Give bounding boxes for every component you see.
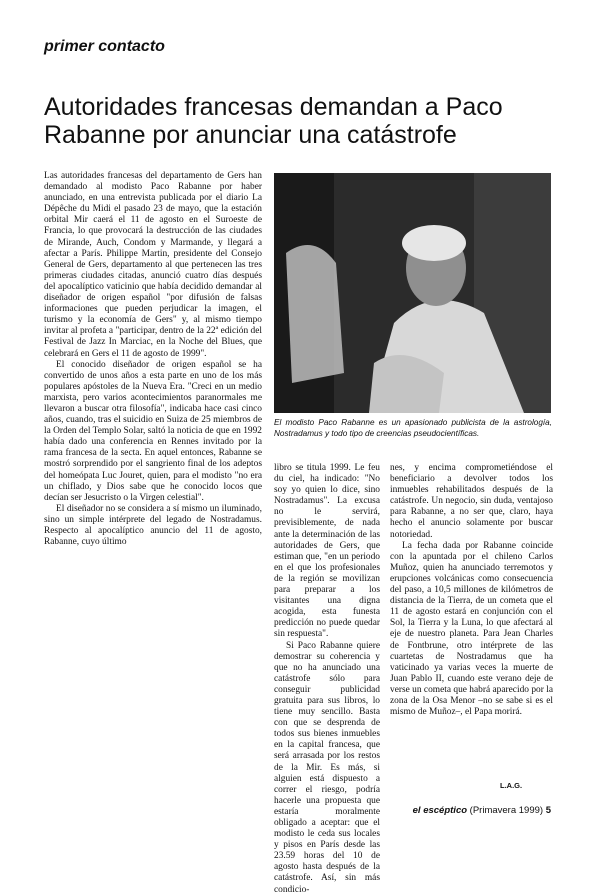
issue-label: (Primavera 1999) [469,805,544,816]
photo-illustration [274,173,551,413]
article-column-1 [44,171,262,548]
article-paragraph: nes, y encima comprometiéndose el beneficiario a devolver todos los inmuebles rehabilitados después de la catástrofe. Un negocio, sin duda, ventajoso para Rabanne, a no ser que, claro, haya hecho el anuncio solamente por buscar notoriedad. [390,463,553,540]
article-paragraph: Si Paco Rabanne quiere demostrar su coherencia y que no ha anunciado una catástrofe sólo para conseguir publicidad gratuita para sus libros, lo tiene muy sencillo. Basta con que se desprenda de todos sus bienes inmuebles en la capital francesa, que será arrasada por los restos de la Mir. Es más, si alguien está dispuesto a correr el riesgo, podría hacerle una propuesta que estaría moralmente obligado a aceptar: que el modisto le ceda sus locales y pisos en París desde las 23.59 horas del 10 de agosto hasta después de la catástrofe. Así, sin más condicio- [274,640,380,895]
article-column-3 [390,463,553,718]
magazine-name: el escéptico [412,805,468,816]
article-paragraph: El conocido diseñador de origen español se ha convertido de unos años a esta parte en uno de los más populares apóstoles de la Nueva Era. "Creci en un medio marxista, pero varios acontecimientos paranormales me llevaron a buscar otra filosofía", indicaba hace casi cinco años, cuando, tras el suicidio en Suiza de 25 miembros de la Orden del Templo Solar, saltó la noticia de que en 1992 había dado una conferencia en Rennes invitado por la rama francesa de la secta. En aquel entonces, Rabanne se mostró sorprendido por el sangriento final de los adeptos del homeópata Luc Jouret, quien, para el modisto "no era un chiflado, y Dios sabe que he conocido locos que decían ser Jesucristo o la Virgen celestial". [44,359,262,503]
section-label: primer contacto [44,38,165,55]
page-number: 5 [545,805,551,816]
article-paragraph: libro se titula 1999. Le feu du ciel, ha indicado: "No soy yo quien lo dice, sino Nostradamus". La excusa no le servirá, previsiblemente, de nada ante la determinación de las autoridades de Gers, que estiman que, "en un periodo en el que los profesionales de la región se movilizan para preparar a los visitantes una digna acogida, esta funesta predicción no puede quedar sin respuesta". [274,463,380,640]
page-footer [413,805,551,816]
photo-caption: El modisto Paco Rabanne es un apasionado publicista de la astrología, Nostradamus y todo tipo de creencias pseudocientíficas. [274,418,552,438]
author-signature: L.A.G. [500,781,523,790]
article-paragraph: La fecha dada por Rabanne coincide con la apuntada por el chileno Carlos Muñoz, quien ha anunciado terremotos y erupciones volcánicas como consecuencia del paso, a 10,5 millones de kilómetros de distancia de la Tierra, de un cometa que el 11 de agosto estará en conjunción con el Sol, la Tierra y la Luna, lo que afectará al eje de nuestro planeta. Para Jean Charles de Fontbrune, otro intérprete de las cuartetas de Nostradamus que ha vaticinado ya varias veces la muerte de Juan Pablo II, cuando este verano deje de verse un cometa que habrá aparecido por la zona de la Osa Menor –no se sabe si es el mismo de Muñoz–, el Papa morirá. [390,540,553,718]
article-paragraph: El diseñador no se considera a sí mismo un iluminado, sino un simple intérprete del legado de Nostradamus. Respecto al apocalíptico anuncio del 11 de agosto, Rabanne, cuyo último [44,503,262,548]
article-paragraph: Las autoridades francesas del departamento de Gers han demandado al modisto Paco Rabanne por haber anunciado, en una entrevista publicada por el diario La Dépêche du Midi el pasado 23 de mayo, que la estación orbital Mir caerá el 11 de agosto en el Suroeste de Francia, lo que provocará la destrucción de las ciudades de Mirande, Auch, Condom y Marmande, y llegará a afectar a París. Philippe Martin, presidente del Consejo General de Gers, departamento al que pertenecen las tres primeras ciudades citadas, anunció cuatro días después del apocalíptico vaticinio que había decidido demandar al diseñador de origen español "por difusión de falsas informaciones que pueden perjudicar la imagen, el turismo y la economía de Gers" y, al mismo tiempo invitar al profeta a "participar, dentro de la 22ª edición del Festival de Jazz In Marciac, en la Noche del Blues, que celebrará en Gers el 11 de agosto de 1999". [44,171,262,359]
rabanne-photo [274,173,551,413]
article-column-2 [274,463,380,896]
headline: Autoridades francesas demandan a Paco Rabanne por anunciar una catástrofe [44,93,503,149]
